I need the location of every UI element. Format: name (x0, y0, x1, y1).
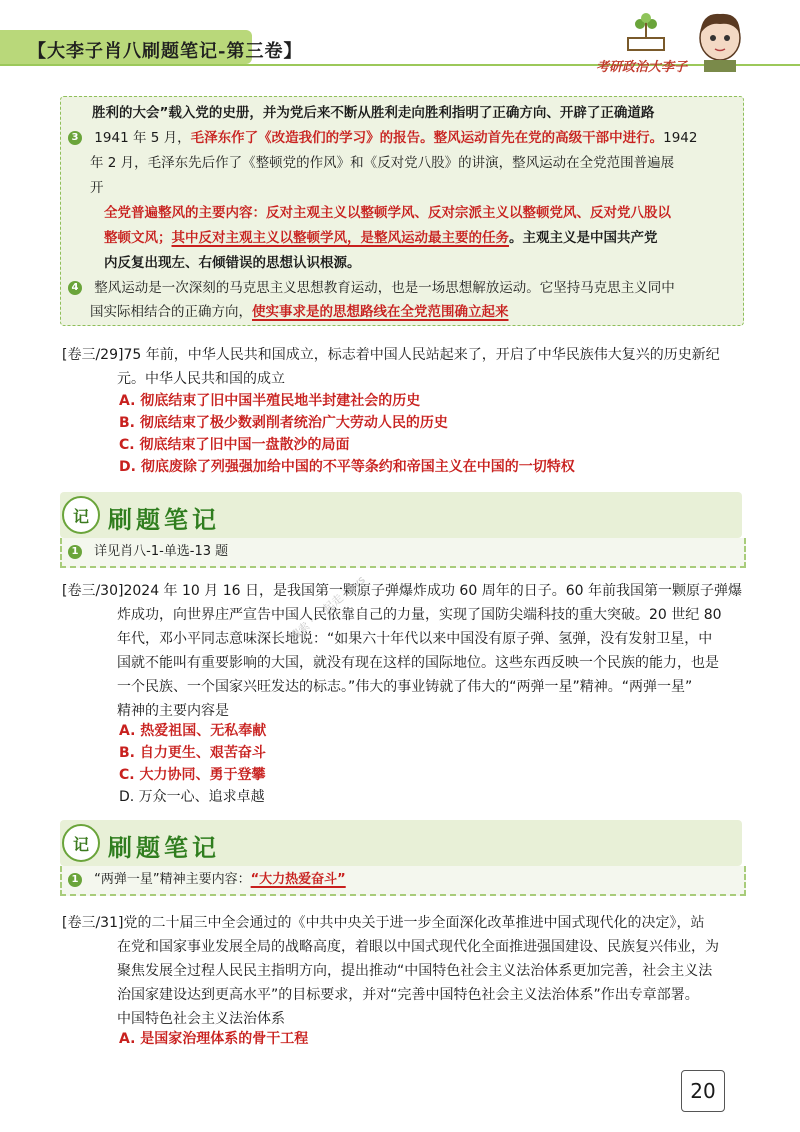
q30-stem-3: 年代，邓小平同志意味深长地说：“如果六十年代以来中国没有原子弹、氢弹，没有发射卫星，中 (117, 631, 713, 647)
tip-1 (68, 538, 228, 566)
note-item-4 (68, 278, 675, 298)
banner-2-title: 刷题笔记 (108, 833, 220, 862)
q31-option-a: A. 是国家治理体系的骨干工程 (119, 1031, 309, 1047)
note-item-3 (68, 128, 697, 148)
header-title: 【大李子肖八刷题笔记-第三卷】 (28, 41, 303, 62)
q31-stem-1 (62, 910, 704, 936)
q29-option-c: C. 彻底结束了旧中国一盘散沙的局面 (119, 437, 350, 453)
tip-2 (68, 866, 346, 894)
q29-option-b: B. 彻底结束了极少数剥削者统治广大劳动人民的历史 (119, 415, 448, 431)
note-line9-key: 使实事求是的思想路线在全党范围确立起来 (252, 304, 509, 320)
q31-stem-5: 中国特色社会主义法治体系 (117, 1011, 285, 1027)
q30-option-d: D. 万众一心、追求卓越 (119, 789, 265, 805)
q29-option-d: D. 彻底废除了列强强加给中国的不平等条约和帝国主义在中国的一切特权 (119, 459, 575, 475)
note-line6-key: 其中反对主观主义以整顿学风，是整风运动最主要的任务 (171, 230, 509, 246)
number-badge: 1 (68, 545, 82, 559)
note-item3-date: 1941 年 5 月， (94, 130, 191, 146)
watermark: 搜索 · 一起走 · kys (287, 573, 368, 644)
q31-stem-text: 党的二十届三中全会通过的《中共中央关于进一步全面深化改革推进中国式现代化的决定》，站 (123, 915, 705, 931)
q31-stem-4: 治国家建设达到更高水平”的目标要求，并对“完善中国特色社会主义法治体系”作出专章部署。 (117, 987, 699, 1003)
note-item3-highlight: 毛泽东作了《改造我们的学习》的报告。整风运动首先在党的高级干部中进行。 (190, 130, 664, 146)
notes-icon: 记 (62, 496, 100, 534)
note-line-4: 开 (90, 180, 104, 196)
q30-option-c: C. 大力协同、勇于登攀 (119, 767, 266, 783)
tip-2-text: “两弹一星”精神主要内容： (94, 872, 251, 887)
q30-stem-5: 一个民族、一个国家兴旺发达的标志。”伟大的事业铸就了伟大的“两弹一星”精神。“两弹一星” (117, 679, 693, 695)
note-line6-a: 整顿文风； (104, 230, 172, 246)
avatar (690, 8, 750, 72)
book-tree-logo (620, 12, 672, 56)
notes-icon: 记 (62, 824, 100, 862)
number-badge: 1 (68, 873, 82, 887)
note-line-9 (90, 302, 509, 322)
note-line-3: 年 2 月，毛泽东先后作了《整顿党的作风》和《反对党八股》的讲演，整风运动在全党范围普遍展 (90, 155, 675, 171)
note-line-8: 整风运动是一次深刻的马克思主义思想教育运动，也是一场思想解放运动。它坚持马克思主义同中 (94, 280, 675, 296)
q31-tag: [卷三/31] (62, 915, 124, 931)
q29-option-a: A. 彻底结束了旧中国半殖民地半封建社会的历史 (119, 393, 421, 409)
q29-stem-2: 元。中华人民共和国的成立 (117, 371, 285, 387)
note-line-5: 全党普遍整风的主要内容：反对主观主义以整顿学风、反对宗派主义以整顿党风、反对党八股以 (104, 205, 671, 221)
q30-stem-text: 2024 年 10 月 16 日，是我国第一颗原子弹爆炸成功 60 周年的日子。60 年前我国第一颗原子弹爆 (123, 583, 742, 599)
q30-option-b: B. 自力更生、艰苦奋斗 (119, 745, 266, 761)
note-item3-year: 1942 (663, 130, 698, 146)
note-line6-c: 。主观主义是中国共产党 (509, 230, 658, 246)
q30-tag: [卷三/30] (62, 583, 124, 599)
q30-stem-4: 国就不能叫有重要影响的大国，就没有现在这样的国际地位。这些东西反映一个民族的能力，也是 (117, 655, 719, 671)
note-line-7: 内反复出现左、右倾错误的思想认识根源。 (104, 255, 361, 271)
q31-stem-3: 聚焦发展全过程人民民主指明方向，提出推动“中国特色社会主义法治体系更加完善，社会主义法 (117, 963, 713, 979)
banner-1-title: 刷题笔记 (108, 505, 220, 534)
note-line-6 (104, 228, 658, 248)
q29-stem-text: 75 年前，中华人民共和国成立，标志着中国人民站起来了，开启了中华民族伟大复兴的历史新纪 (123, 347, 720, 363)
q30-stem-6: 精神的主要内容是 (117, 703, 229, 719)
number-badge: 3 (68, 131, 82, 145)
page-number: 20 (681, 1070, 725, 1112)
q30-stem-1 (62, 578, 742, 604)
tip-2-answer: “大力热爱奋斗” (250, 872, 346, 887)
brand-name: 考研政治大李子 (596, 60, 688, 75)
q30-stem-2: 炸成功，向世界庄严宣告中国人民依靠自己的力量，实现了国防尖端科技的重大突破。20 世纪 80 (117, 607, 722, 623)
q29-stem-1 (62, 342, 720, 368)
note-line9-a: 国实际相结合的正确方向， (90, 304, 252, 320)
q31-stem-2: 在党和国家事业发展全局的战略高度，着眼以中国式现代化全面推进强国建设、民族复兴伟业，为 (117, 939, 719, 955)
q29-tag: [卷三/29] (62, 347, 124, 363)
tip-1-text: 详见肖八-1-单选-13 题 (94, 544, 229, 559)
q30-option-a: A. 热爱祖国、无私奉献 (119, 723, 267, 739)
number-badge: 4 (68, 281, 82, 295)
note-line-1: 胜利的大会”载入党的史册，并为党后来不断从胜利走向胜利指明了正确方向、开辟了正确道路 (92, 105, 655, 121)
